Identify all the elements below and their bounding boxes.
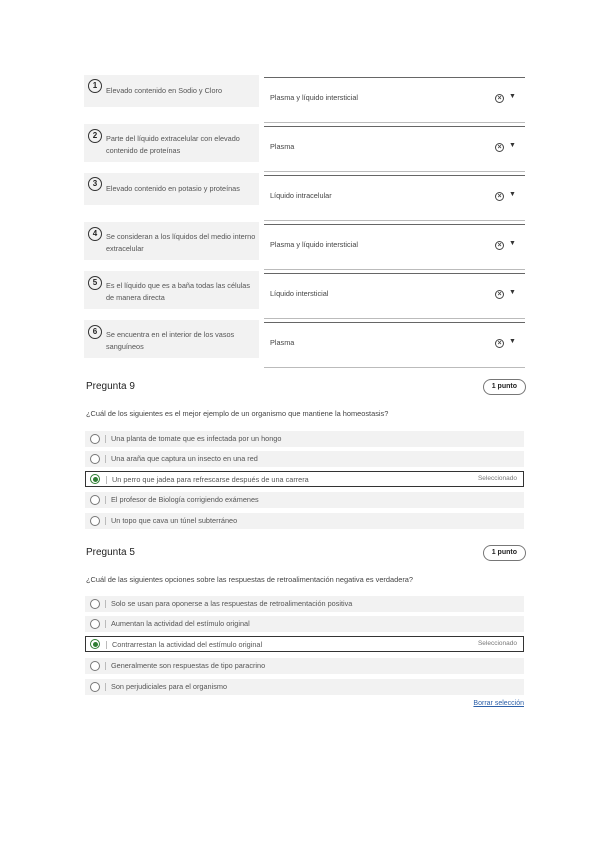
match-prompt-box [84, 124, 259, 162]
clear-icon[interactable]: × [495, 143, 504, 152]
question-text: ¿Cuál de los siguientes es el mejor ejemplo de un organismo que mantiene la homeostasis? [86, 409, 389, 418]
answer-option-selected[interactable] [85, 636, 524, 652]
match-answer: Plasma [270, 338, 295, 347]
divider [105, 435, 106, 443]
item-number: 5 [88, 276, 102, 290]
match-answer: Plasma y líquido intersticial [270, 240, 359, 249]
item-number: 4 [88, 227, 102, 241]
match-answer-select[interactable] [264, 224, 525, 270]
option-label: Una planta de tomate que es infectada por un hongo [111, 434, 282, 443]
item-number: 1 [88, 79, 102, 93]
radio-button-checked[interactable] [90, 474, 100, 484]
match-answer: Líquido intracelular [270, 191, 332, 200]
answer-option[interactable] [85, 616, 524, 632]
match-prompt-box [84, 75, 259, 107]
divider [106, 641, 107, 649]
option-label: El profesor de Biología corrigiendo exámenes [111, 495, 259, 504]
option-label: Un perro que jadea para refrescarse después de una carrera [112, 475, 309, 484]
match-prompt: Es el líquido que es a baña todas las células de manera directa [106, 281, 251, 302]
clear-icon[interactable]: × [495, 241, 504, 250]
match-prompt-box [84, 222, 259, 260]
radio-button[interactable] [90, 599, 100, 609]
answer-option[interactable] [85, 679, 524, 695]
question-header [86, 379, 526, 397]
radio-button[interactable] [90, 661, 100, 671]
option-label: Son perjudiciales para el organismo [111, 682, 228, 691]
divider [105, 517, 106, 525]
clear-icon[interactable]: × [495, 94, 504, 103]
match-prompt-box [84, 320, 259, 358]
matching-question [84, 75, 525, 369]
match-answer-select[interactable] [264, 175, 525, 221]
match-answer: Plasma y líquido intersticial [270, 93, 359, 102]
divider [105, 496, 106, 504]
selected-label: Seleccionado [477, 640, 517, 647]
item-number: 6 [88, 325, 102, 339]
match-answer: Líquido intersticial [270, 289, 329, 298]
chevron-down-icon[interactable]: ▼ [509, 93, 516, 100]
option-label: Una araña que captura un insecto en una red [111, 454, 258, 463]
match-answer-select[interactable] [264, 126, 525, 172]
option-label: Aumentan la actividad del estímulo original [111, 619, 250, 628]
match-prompt: Elevado contenido en potasio y proteínas [106, 184, 240, 193]
answer-option[interactable] [85, 596, 524, 612]
match-prompt-box [84, 271, 259, 309]
option-label: Solo se usan para oponerse a las respuestas de retroalimentación positiva [111, 599, 353, 608]
match-prompt: Se encuentra en el interior de los vasos sanguíneos [106, 330, 235, 351]
radio-button[interactable] [90, 619, 100, 629]
match-row [84, 75, 525, 124]
option-label: Un topo que cava un túnel subterráneo [111, 516, 238, 525]
answer-option[interactable] [85, 658, 524, 674]
chevron-down-icon[interactable]: ▼ [509, 142, 516, 149]
match-prompt-box [84, 173, 259, 205]
match-row [84, 173, 525, 222]
radio-button-checked[interactable] [90, 639, 100, 649]
clear-icon[interactable]: × [495, 290, 504, 299]
divider [105, 620, 106, 628]
answer-option[interactable] [85, 451, 524, 467]
match-row [84, 271, 525, 320]
clear-icon[interactable]: × [495, 192, 504, 201]
item-number: 3 [88, 177, 102, 191]
points-badge: 1 punto [483, 545, 526, 561]
match-row [84, 222, 525, 271]
radio-button[interactable] [90, 682, 100, 692]
question-header [86, 545, 526, 563]
chevron-down-icon[interactable]: ▼ [509, 289, 516, 296]
match-prompt: Elevado contenido en Sodio y Cloro [106, 86, 223, 95]
match-answer: Plasma [270, 142, 295, 151]
option-label: Contrarrestan la actividad del estímulo original [112, 640, 263, 649]
radio-button[interactable] [90, 434, 100, 444]
divider [105, 683, 106, 691]
chevron-down-icon[interactable]: ▼ [509, 191, 516, 198]
match-row [84, 320, 525, 369]
match-answer-select[interactable] [264, 322, 525, 368]
selected-label: Seleccionado [477, 475, 517, 482]
match-prompt: Parte del líquido extracelular con elevado contenido de proteínas [106, 134, 240, 155]
radio-button[interactable] [90, 454, 100, 464]
answer-option[interactable] [85, 431, 524, 447]
match-answer-select[interactable] [264, 273, 525, 319]
chevron-down-icon[interactable]: ▼ [509, 240, 516, 247]
clear-icon[interactable]: × [495, 339, 504, 348]
answer-option[interactable] [85, 492, 524, 508]
option-label: Generalmente son respuestas de tipo paracrino [111, 661, 266, 670]
divider [105, 662, 106, 670]
points-badge: 1 punto [483, 379, 526, 395]
question-text: ¿Cuál de las siguientes opciones sobre las respuestas de retroalimentación negativa es verdadera? [86, 575, 414, 584]
match-prompt: Se consideran a los líquidos del medio interno extracelular [106, 232, 256, 253]
clear-selection-link[interactable]: Borrar selección [473, 700, 524, 707]
question-title: Pregunta 5 [86, 547, 135, 558]
answer-option[interactable] [85, 513, 524, 529]
question-title: Pregunta 9 [86, 381, 135, 392]
match-answer-select[interactable] [264, 77, 525, 123]
radio-button[interactable] [90, 495, 100, 505]
answer-option-selected[interactable] [85, 471, 524, 487]
divider [106, 476, 107, 484]
item-number: 2 [88, 129, 102, 143]
divider [105, 455, 106, 463]
divider [105, 600, 106, 608]
radio-button[interactable] [90, 516, 100, 526]
match-row [84, 124, 525, 173]
chevron-down-icon[interactable]: ▼ [509, 338, 516, 345]
